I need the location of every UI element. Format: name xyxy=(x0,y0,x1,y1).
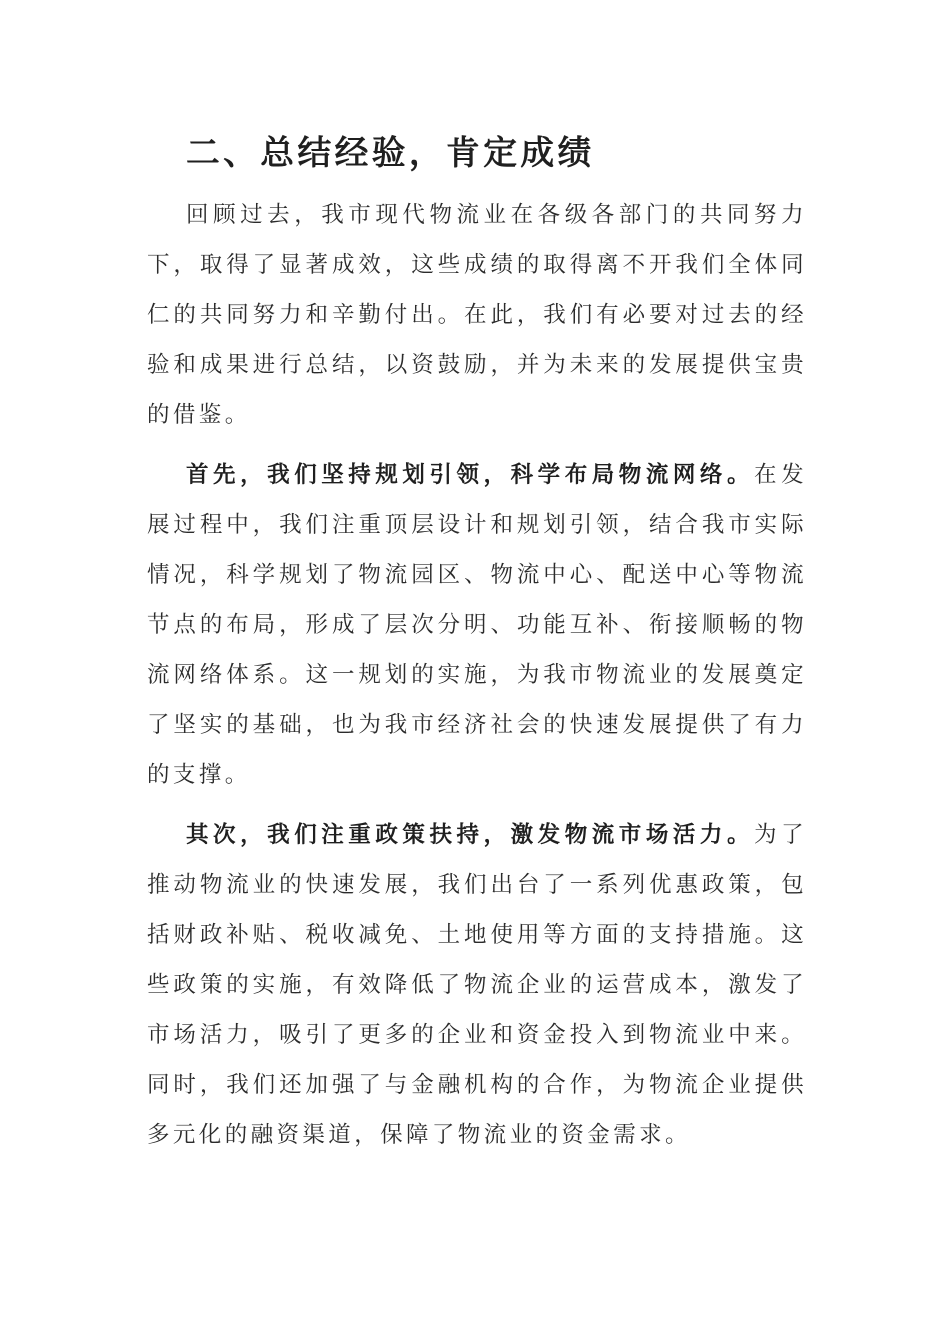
paragraph-body: 回顾过去，我市现代物流业在各级各部门的共同努力下，取得了显著成效，这些成绩的取得离不开我们全体同仁的共同努力和辛勤付出。在此，我们有必要对过去的经验和成果进行总结，以资鼓励，并为未来的发展提供宝贵的借鉴。 xyxy=(147,202,807,428)
paragraph-lead: 其次，我们注重政策扶持，激发物流市场活力。 xyxy=(186,822,755,848)
paragraph-lead: 首先，我们坚持规划引领，科学布局物流网络。 xyxy=(186,462,755,488)
paragraph-policy xyxy=(147,810,807,1160)
document-body xyxy=(147,126,807,1160)
paragraph-planning xyxy=(147,450,807,800)
paragraph-review xyxy=(147,190,807,440)
paragraph-body: 为了推动物流业的快速发展，我们出台了一系列优惠政策，包括财政补贴、税收减免、土地使用等方面的支持措施。这些政策的实施，有效降低了物流企业的运营成本，激发了市场活力，吸引了更多的企业和资金投入到物流业中来。同时，我们还加强了与金融机构的合作，为物流企业提供多元化的融资渠道，保障了物流业的资金需求。 xyxy=(147,822,807,1148)
section-heading: 二、总结经验，肯定成绩 xyxy=(186,133,595,172)
paragraph-body: 在发展过程中，我们注重顶层设计和规划引领，结合我市实际情况，科学规划了物流园区、物流中心、配送中心等物流节点的布局，形成了层次分明、功能互补、衔接顺畅的物流网络体系。这一规划的实施，为我市物流业的发展奠定了坚实的基础，也为我市经济社会的快速发展提供了有力的支撑。 xyxy=(147,462,807,788)
